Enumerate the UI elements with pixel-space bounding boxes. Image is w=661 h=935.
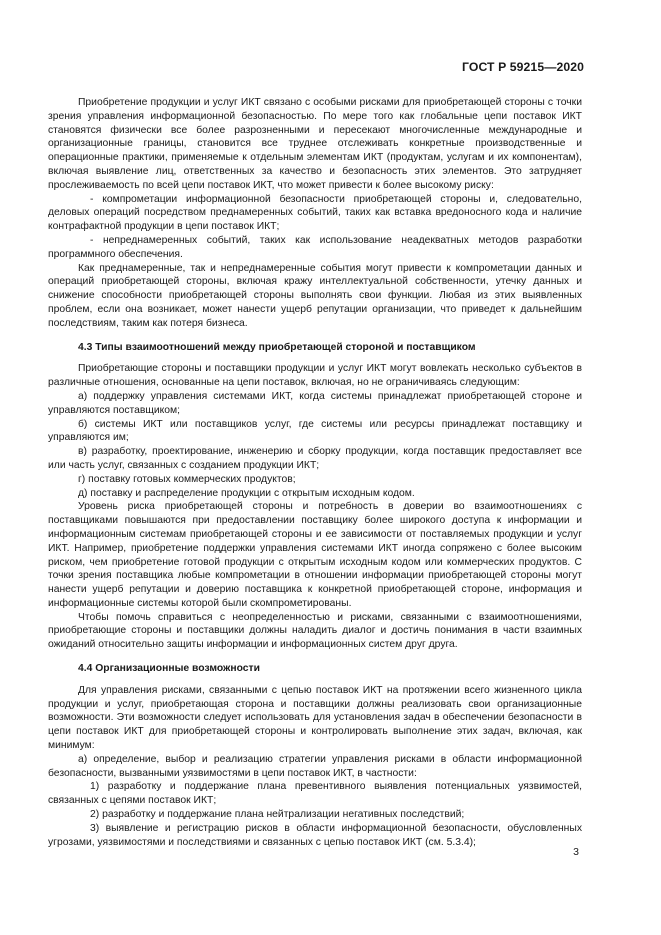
paragraph: Уровень риска приобретающей стороны и потребность в доверии во взаимоотношениях с поставщиками повышаются при предоставлении поставщику более широкого доступа к информации и информационным системам приобретающей стороны и ее зависимости от поставляемых продукции и услуг ИКТ. Например, приобретение поддержки управления системами ИКТ иногда сопряжено с более высоким риском, чем приобретение готовой продукции с открытым исходным кодом или коммерческих продуктов. С точки зрения поставщика любые компрометации в отношении информации приобретающей стороны могут нанести ущерб репутации и доверию поставщика к конкретной приобретающей стороне, информация и информационные системы которой были скомпрометированы. [48,501,582,609]
list-item: б) системы ИКТ или поставщиков услуг, где системы или ресурсы принадлежат поставщику и управляются им; [48,418,582,444]
paragraph: Чтобы помочь справиться с неопределенностью и рисками, связанными с взаимоотношениями, приобретающие стороны и поставщики должны наладить диалог и достичь понимания в части взаимных ожиданий относительно защиты информации и информационных систем друг друга. [48,611,582,651]
list-item: а) определение, выбор и реализацию стратегии управления рисками в области информационной безопасности, вызванными уязвимостями в цепи поставок ИКТ, в частности: [48,753,582,779]
standard-number-header: ГОСТ Р 59215—2020 [462,60,584,74]
list-item: г) поставку готовых коммерческих продуктов; [78,473,296,485]
list-item: - компрометации информационной безопасности приобретающей стороны и, следовательно, деловых операций посредством преднамеренных событий, таких как вставка вредоносного кода и наличие контрафактной продукции в цепи поставок ИКТ; [48,193,582,233]
paragraph: Как преднамеренные, так и непреднамеренные события могут привести к компрометации данных и операций приобретающей стороны, включая кражу интеллектуальной собственности, утечку данных и снижение способности приобретающей стороны выполнять свои функции. Любая из этих выявленных проблем, если она возникает, может нанести ущерб репутации организации, что приведет к дальнейшим последствиям, таким как потеря бизнеса. [48,262,582,329]
paragraph: Приобретающие стороны и поставщики продукции и услуг ИКТ могут вовлекать несколько субъектов в различные отношения, основанные на цепи поставок, включая, но не ограничиваясь следующим: [48,363,582,389]
sub-list-item: 3) выявление и регистрацию рисков в области информационной безопасности, обусловленных угрозами, уязвимостями и последствиями и связанных с цепью поставок ИКТ (см. 5.3.4); [48,822,582,848]
page-number: 3 [573,846,579,858]
body-text [48,96,582,849]
section-heading-4-3: 4.3 Типы взаимоотношений между приобретающей стороной и поставщиком [78,341,476,353]
list-item: а) поддержку управления системами ИКТ, когда системы принадлежат приобретающей стороне и управляются поставщиком; [48,390,582,416]
sub-list-item: 1) разработку и поддержание плана превентивного выявления потенциальных уязвимостей, связанных с цепями поставок ИКТ; [48,781,582,807]
section-heading-4-4: 4.4 Организационные возможности [78,663,260,675]
paragraph: Для управления рисками, связанными с цепью поставок ИКТ на протяжении всего жизненного цикла продукции и услуг, приобретающая сторона и поставщики должны реализовать свои организационные возможности. Эти возможности следует использовать для установления задач в обеспечении безопасности в цепи поставок ИКТ для приобретающей стороны и контролировать выполнение этих задач, включая, как минимум: [48,684,582,752]
paragraph: Приобретение продукции и услуг ИКТ связано с особыми рисками для приобретающей стороны с точки зрения управления информационной безопасностью. По мере того как глобальные цепи поставок ИКТ становятся физически все более разрозненными и пересекают многочисленные международные и организационные границы, становится все труднее отслеживать конкретные производственные и операционные практики, применяемые к отдельным элементам ИКТ (продуктам, услугам и их компонентам), включая выявление лиц, ответственных за качество и безопасность этих элементов. Это затрудняет прослеживаемость по всей цепи поставок ИКТ, что может привести к более высокому риску: [48,97,582,191]
sub-list-item: 2) разработку и поддержание плана нейтрализации негативных последствий; [90,809,465,821]
list-item: - непреднамеренных событий, таких как использование неадекватных методов разработки программного обеспечения. [48,234,582,260]
list-item: в) разработку, проектирование, инженерию и сборку продукции, когда поставщик предоставляет все или часть услуг, связанных с созданием продукции ИКТ; [48,446,582,471]
list-item: д) поставку и распределение продукции с открытым исходным кодом. [78,487,415,499]
